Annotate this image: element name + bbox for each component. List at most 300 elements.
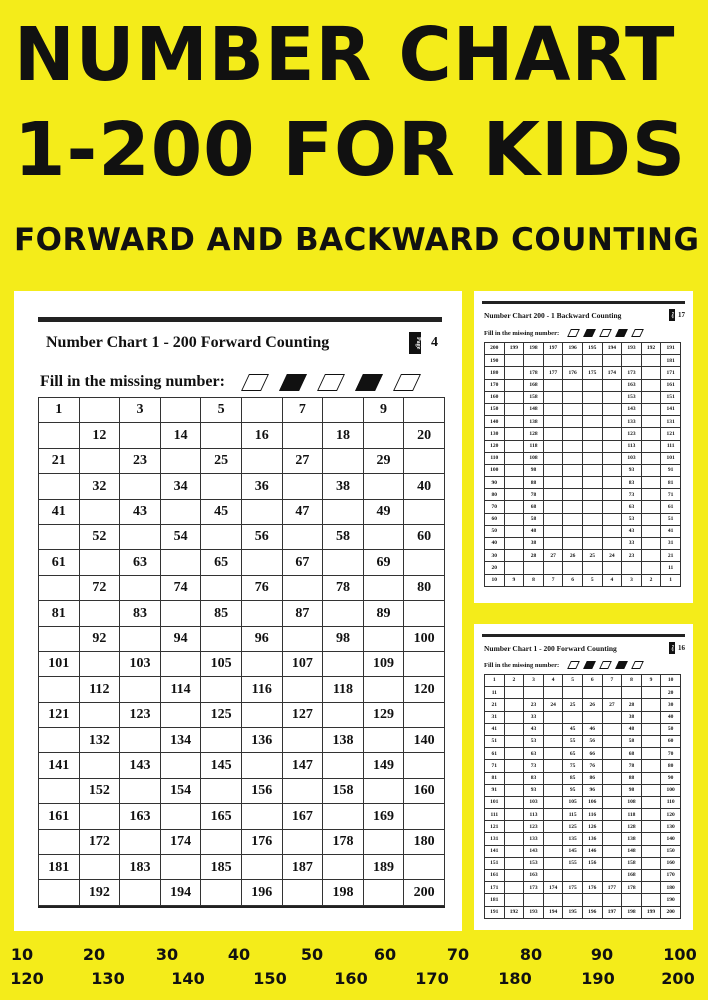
blank-cell[interactable] bbox=[160, 550, 201, 575]
blank-cell[interactable] bbox=[641, 538, 661, 550]
blank-cell[interactable] bbox=[504, 525, 524, 537]
blank-cell[interactable] bbox=[241, 753, 282, 778]
blank-cell[interactable] bbox=[120, 829, 161, 854]
blank-cell[interactable] bbox=[504, 513, 524, 525]
blank-cell[interactable] bbox=[504, 355, 524, 367]
blank-cell[interactable] bbox=[282, 880, 323, 905]
blank-cell[interactable] bbox=[602, 379, 622, 391]
blank-cell[interactable] bbox=[602, 796, 622, 808]
blank-cell[interactable] bbox=[602, 723, 622, 735]
blank-cell[interactable] bbox=[641, 784, 661, 796]
blank-cell[interactable] bbox=[363, 728, 404, 753]
blank-cell[interactable] bbox=[404, 804, 445, 829]
blank-cell[interactable] bbox=[582, 501, 602, 513]
blank-cell[interactable] bbox=[504, 562, 524, 574]
blank-cell[interactable] bbox=[543, 748, 563, 760]
blank-cell[interactable] bbox=[543, 464, 563, 476]
blank-cell[interactable] bbox=[641, 687, 661, 699]
blank-cell[interactable] bbox=[543, 501, 563, 513]
blank-cell[interactable] bbox=[641, 355, 661, 367]
blank-cell[interactable] bbox=[504, 403, 524, 415]
blank-cell[interactable] bbox=[201, 728, 242, 753]
blank-cell[interactable] bbox=[120, 474, 161, 499]
blank-cell[interactable] bbox=[504, 857, 524, 869]
blank-cell[interactable] bbox=[602, 391, 622, 403]
blank-cell[interactable] bbox=[641, 416, 661, 428]
blank-cell[interactable] bbox=[602, 428, 622, 440]
blank-cell[interactable] bbox=[241, 651, 282, 676]
blank-cell[interactable] bbox=[582, 894, 602, 906]
blank-cell[interactable] bbox=[563, 452, 583, 464]
blank-cell[interactable] bbox=[543, 833, 563, 845]
blank-cell[interactable] bbox=[363, 626, 404, 651]
blank-cell[interactable] bbox=[524, 687, 544, 699]
blank-cell[interactable] bbox=[39, 474, 80, 499]
blank-cell[interactable] bbox=[120, 728, 161, 753]
blank-cell[interactable] bbox=[641, 894, 661, 906]
blank-cell[interactable] bbox=[641, 403, 661, 415]
blank-cell[interactable] bbox=[543, 735, 563, 747]
number-cell: 70 bbox=[661, 748, 681, 760]
blank-cell[interactable] bbox=[582, 562, 602, 574]
blank-cell[interactable] bbox=[563, 477, 583, 489]
blank-cell[interactable] bbox=[504, 699, 524, 711]
blank-cell[interactable] bbox=[563, 538, 583, 550]
blank-cell[interactable] bbox=[524, 355, 544, 367]
blank-cell[interactable] bbox=[201, 575, 242, 600]
blank-cell[interactable] bbox=[282, 728, 323, 753]
blank-cell[interactable] bbox=[641, 550, 661, 562]
blank-cell[interactable] bbox=[504, 687, 524, 699]
blank-cell[interactable] bbox=[323, 550, 364, 575]
blank-cell[interactable] bbox=[563, 428, 583, 440]
blank-cell[interactable] bbox=[504, 416, 524, 428]
blank-cell[interactable] bbox=[641, 833, 661, 845]
blank-cell[interactable] bbox=[363, 829, 404, 854]
blank-cell[interactable] bbox=[504, 845, 524, 857]
blank-cell[interactable] bbox=[241, 601, 282, 626]
blank-cell[interactable] bbox=[602, 833, 622, 845]
blank-cell[interactable] bbox=[641, 428, 661, 440]
blank-cell[interactable] bbox=[404, 651, 445, 676]
blank-cell[interactable] bbox=[524, 894, 544, 906]
blank-cell[interactable] bbox=[543, 440, 563, 452]
blank-cell[interactable] bbox=[404, 550, 445, 575]
blank-cell[interactable] bbox=[641, 501, 661, 513]
blank-cell[interactable] bbox=[543, 723, 563, 735]
blank-cell[interactable] bbox=[582, 379, 602, 391]
blank-cell[interactable] bbox=[504, 833, 524, 845]
blank-cell[interactable] bbox=[563, 687, 583, 699]
blank-cell[interactable] bbox=[602, 760, 622, 772]
blank-cell[interactable] bbox=[504, 723, 524, 735]
blank-cell[interactable] bbox=[160, 702, 201, 727]
blank-cell[interactable] bbox=[323, 499, 364, 524]
blank-cell[interactable] bbox=[323, 702, 364, 727]
blank-cell[interactable] bbox=[404, 448, 445, 473]
blank-cell[interactable] bbox=[582, 538, 602, 550]
blank-cell[interactable] bbox=[201, 778, 242, 803]
blank-cell[interactable] bbox=[543, 379, 563, 391]
blank-cell[interactable] bbox=[622, 355, 642, 367]
blank-cell[interactable] bbox=[543, 711, 563, 723]
blank-cell[interactable] bbox=[602, 538, 622, 550]
blank-cell[interactable] bbox=[504, 894, 524, 906]
blank-cell[interactable] bbox=[201, 423, 242, 448]
blank-cell[interactable] bbox=[563, 894, 583, 906]
blank-cell[interactable] bbox=[641, 440, 661, 452]
blank-cell[interactable] bbox=[641, 748, 661, 760]
blank-cell[interactable] bbox=[563, 440, 583, 452]
blank-cell[interactable] bbox=[543, 403, 563, 415]
blank-cell[interactable] bbox=[563, 416, 583, 428]
blank-cell[interactable] bbox=[404, 855, 445, 880]
scale-number: 200 bbox=[661, 969, 695, 988]
blank-cell[interactable] bbox=[323, 804, 364, 829]
blank-cell[interactable] bbox=[323, 448, 364, 473]
blank-cell[interactable] bbox=[641, 735, 661, 747]
blank-cell[interactable] bbox=[641, 809, 661, 821]
blank-cell[interactable] bbox=[563, 711, 583, 723]
blank-cell[interactable] bbox=[323, 601, 364, 626]
blank-cell[interactable] bbox=[39, 880, 80, 905]
blank-cell[interactable] bbox=[282, 778, 323, 803]
number-cell: 161 bbox=[485, 870, 505, 882]
blank-cell[interactable] bbox=[79, 804, 120, 829]
blank-cell[interactable] bbox=[404, 601, 445, 626]
blank-cell[interactable] bbox=[641, 562, 661, 574]
blank-cell[interactable] bbox=[543, 870, 563, 882]
blank-cell[interactable] bbox=[404, 398, 445, 423]
blank-cell[interactable] bbox=[79, 398, 120, 423]
blank-cell[interactable] bbox=[79, 651, 120, 676]
blank-cell[interactable] bbox=[641, 796, 661, 808]
blank-cell[interactable] bbox=[582, 687, 602, 699]
blank-cell[interactable] bbox=[602, 857, 622, 869]
blank-cell[interactable] bbox=[602, 894, 622, 906]
blank-cell[interactable] bbox=[641, 821, 661, 833]
blank-cell[interactable] bbox=[543, 760, 563, 772]
blank-cell[interactable] bbox=[602, 464, 622, 476]
blank-cell[interactable] bbox=[602, 562, 622, 574]
blank-cell[interactable] bbox=[543, 562, 563, 574]
blank-cell[interactable] bbox=[641, 760, 661, 772]
blank-cell[interactable] bbox=[641, 525, 661, 537]
blank-cell[interactable] bbox=[641, 464, 661, 476]
blank-cell[interactable] bbox=[582, 452, 602, 464]
blank-cell[interactable] bbox=[323, 398, 364, 423]
blank-cell[interactable] bbox=[120, 423, 161, 448]
blank-cell[interactable] bbox=[602, 440, 622, 452]
blank-cell[interactable] bbox=[602, 870, 622, 882]
blank-cell[interactable] bbox=[504, 501, 524, 513]
blank-cell[interactable] bbox=[563, 464, 583, 476]
blank-cell[interactable] bbox=[641, 772, 661, 784]
blank-cell[interactable] bbox=[602, 821, 622, 833]
blank-cell[interactable] bbox=[641, 513, 661, 525]
blank-cell[interactable] bbox=[504, 882, 524, 894]
blank-cell[interactable] bbox=[241, 702, 282, 727]
blank-cell[interactable] bbox=[543, 687, 563, 699]
blank-cell[interactable] bbox=[39, 829, 80, 854]
blank-cell[interactable] bbox=[563, 489, 583, 501]
blank-cell[interactable] bbox=[582, 525, 602, 537]
blank-cell[interactable] bbox=[120, 626, 161, 651]
blank-cell[interactable] bbox=[504, 711, 524, 723]
blank-cell[interactable] bbox=[79, 702, 120, 727]
number-cell: 109 bbox=[363, 651, 404, 676]
blank-cell[interactable] bbox=[79, 448, 120, 473]
blank-cell[interactable] bbox=[582, 711, 602, 723]
blank-cell[interactable] bbox=[201, 677, 242, 702]
blank-cell[interactable] bbox=[563, 513, 583, 525]
blank-cell[interactable] bbox=[641, 845, 661, 857]
blank-cell[interactable] bbox=[504, 379, 524, 391]
blank-cell[interactable] bbox=[160, 398, 201, 423]
blank-cell[interactable] bbox=[622, 562, 642, 574]
blank-cell[interactable] bbox=[543, 796, 563, 808]
blank-cell[interactable] bbox=[39, 524, 80, 549]
blank-cell[interactable] bbox=[160, 651, 201, 676]
blank-cell[interactable] bbox=[543, 809, 563, 821]
blank-cell[interactable] bbox=[543, 513, 563, 525]
blank-cell[interactable] bbox=[563, 562, 583, 574]
blank-cell[interactable] bbox=[323, 855, 364, 880]
blank-cell[interactable] bbox=[602, 772, 622, 784]
blank-cell[interactable] bbox=[323, 753, 364, 778]
outline-shape-icon bbox=[241, 374, 269, 391]
blank-cell[interactable] bbox=[543, 452, 563, 464]
number-cell: 181 bbox=[661, 355, 681, 367]
blank-cell[interactable] bbox=[363, 880, 404, 905]
number-cell: 18 bbox=[323, 423, 364, 448]
blank-cell[interactable] bbox=[201, 524, 242, 549]
blank-cell[interactable] bbox=[363, 778, 404, 803]
number-cell: 127 bbox=[282, 702, 323, 727]
blank-cell[interactable] bbox=[563, 355, 583, 367]
number-cell: 47 bbox=[282, 499, 323, 524]
blank-cell[interactable] bbox=[582, 464, 602, 476]
blank-cell[interactable] bbox=[563, 403, 583, 415]
blank-cell[interactable] bbox=[282, 423, 323, 448]
blank-cell[interactable] bbox=[543, 391, 563, 403]
blank-cell[interactable] bbox=[404, 702, 445, 727]
blank-cell[interactable] bbox=[582, 870, 602, 882]
blank-cell[interactable] bbox=[504, 440, 524, 452]
blank-cell[interactable] bbox=[79, 499, 120, 524]
blank-cell[interactable] bbox=[622, 687, 642, 699]
blank-cell[interactable] bbox=[641, 489, 661, 501]
blank-cell[interactable] bbox=[363, 423, 404, 448]
blank-cell[interactable] bbox=[563, 379, 583, 391]
blank-cell[interactable] bbox=[563, 870, 583, 882]
blank-cell[interactable] bbox=[582, 513, 602, 525]
blank-cell[interactable] bbox=[160, 448, 201, 473]
blank-cell[interactable] bbox=[602, 845, 622, 857]
blank-cell[interactable] bbox=[641, 723, 661, 735]
grid-row bbox=[485, 513, 681, 525]
blank-cell[interactable] bbox=[39, 778, 80, 803]
blank-cell[interactable] bbox=[641, 857, 661, 869]
blank-cell[interactable] bbox=[120, 677, 161, 702]
blank-cell[interactable] bbox=[160, 601, 201, 626]
blank-cell[interactable] bbox=[543, 772, 563, 784]
blank-cell[interactable] bbox=[602, 784, 622, 796]
blank-cell[interactable] bbox=[602, 501, 622, 513]
blank-cell[interactable] bbox=[504, 538, 524, 550]
blank-cell[interactable] bbox=[582, 355, 602, 367]
blank-cell[interactable] bbox=[504, 464, 524, 476]
blank-cell[interactable] bbox=[602, 735, 622, 747]
blank-cell[interactable] bbox=[504, 391, 524, 403]
blank-cell[interactable] bbox=[241, 550, 282, 575]
blank-cell[interactable] bbox=[504, 784, 524, 796]
blank-cell[interactable] bbox=[504, 452, 524, 464]
blank-cell[interactable] bbox=[582, 489, 602, 501]
blank-cell[interactable] bbox=[39, 423, 80, 448]
blank-cell[interactable] bbox=[201, 474, 242, 499]
blank-cell[interactable] bbox=[602, 489, 622, 501]
blank-cell[interactable] bbox=[582, 416, 602, 428]
blank-cell[interactable] bbox=[79, 855, 120, 880]
number-cell: 168 bbox=[524, 379, 544, 391]
blank-cell[interactable] bbox=[543, 489, 563, 501]
blank-cell[interactable] bbox=[504, 477, 524, 489]
blank-cell[interactable] bbox=[602, 687, 622, 699]
blank-cell[interactable] bbox=[543, 428, 563, 440]
blank-cell[interactable] bbox=[602, 416, 622, 428]
blank-cell[interactable] bbox=[582, 477, 602, 489]
blank-cell[interactable] bbox=[563, 525, 583, 537]
blank-cell[interactable] bbox=[543, 784, 563, 796]
blank-cell[interactable] bbox=[404, 753, 445, 778]
blank-cell[interactable] bbox=[323, 651, 364, 676]
blank-cell[interactable] bbox=[160, 753, 201, 778]
blank-cell[interactable] bbox=[201, 626, 242, 651]
blank-cell[interactable] bbox=[504, 870, 524, 882]
blank-cell[interactable] bbox=[282, 677, 323, 702]
blank-cell[interactable] bbox=[120, 524, 161, 549]
blank-cell[interactable] bbox=[504, 772, 524, 784]
blank-cell[interactable] bbox=[622, 894, 642, 906]
number-cell: 25 bbox=[582, 550, 602, 562]
blank-cell[interactable] bbox=[543, 416, 563, 428]
blank-cell[interactable] bbox=[641, 699, 661, 711]
blank-cell[interactable] bbox=[504, 367, 524, 379]
blank-cell[interactable] bbox=[543, 355, 563, 367]
blank-cell[interactable] bbox=[241, 398, 282, 423]
blank-cell[interactable] bbox=[39, 728, 80, 753]
blank-cell[interactable] bbox=[282, 829, 323, 854]
blank-cell[interactable] bbox=[404, 499, 445, 524]
blank-cell[interactable] bbox=[79, 753, 120, 778]
blank-cell[interactable] bbox=[543, 857, 563, 869]
blank-cell[interactable] bbox=[543, 894, 563, 906]
blank-cell[interactable] bbox=[363, 575, 404, 600]
blank-cell[interactable] bbox=[504, 809, 524, 821]
blank-cell[interactable] bbox=[201, 829, 242, 854]
blank-cell[interactable] bbox=[563, 391, 583, 403]
blank-cell[interactable] bbox=[120, 575, 161, 600]
blank-cell[interactable] bbox=[641, 870, 661, 882]
blank-cell[interactable] bbox=[160, 804, 201, 829]
blank-cell[interactable] bbox=[241, 855, 282, 880]
blank-cell[interactable] bbox=[282, 474, 323, 499]
number-cell: 3 bbox=[622, 574, 642, 586]
blank-cell[interactable] bbox=[543, 477, 563, 489]
blank-cell[interactable] bbox=[602, 355, 622, 367]
blank-cell[interactable] bbox=[641, 477, 661, 489]
blank-cell[interactable] bbox=[504, 428, 524, 440]
blank-cell[interactable] bbox=[160, 499, 201, 524]
blank-cell[interactable] bbox=[602, 452, 622, 464]
blank-cell[interactable] bbox=[39, 677, 80, 702]
blank-cell[interactable] bbox=[39, 575, 80, 600]
blank-cell[interactable] bbox=[543, 538, 563, 550]
blank-cell[interactable] bbox=[504, 735, 524, 747]
blank-cell[interactable] bbox=[641, 391, 661, 403]
blank-cell[interactable] bbox=[582, 428, 602, 440]
blank-cell[interactable] bbox=[282, 575, 323, 600]
blank-cell[interactable] bbox=[363, 524, 404, 549]
blank-cell[interactable] bbox=[602, 809, 622, 821]
blank-cell[interactable] bbox=[241, 448, 282, 473]
blank-cell[interactable] bbox=[241, 804, 282, 829]
blank-cell[interactable] bbox=[582, 391, 602, 403]
blank-cell[interactable] bbox=[504, 748, 524, 760]
blank-cell[interactable] bbox=[563, 501, 583, 513]
blank-cell[interactable] bbox=[543, 845, 563, 857]
blank-cell[interactable] bbox=[582, 440, 602, 452]
blank-cell[interactable] bbox=[602, 477, 622, 489]
blank-cell[interactable] bbox=[543, 821, 563, 833]
blank-cell[interactable] bbox=[282, 524, 323, 549]
blank-cell[interactable] bbox=[241, 499, 282, 524]
blank-cell[interactable] bbox=[39, 626, 80, 651]
blank-cell[interactable] bbox=[363, 677, 404, 702]
blank-cell[interactable] bbox=[363, 474, 404, 499]
blank-cell[interactable] bbox=[641, 367, 661, 379]
blank-cell[interactable] bbox=[543, 525, 563, 537]
blank-cell[interactable] bbox=[504, 550, 524, 562]
blank-cell[interactable] bbox=[504, 489, 524, 501]
blank-cell[interactable] bbox=[641, 882, 661, 894]
blank-cell[interactable] bbox=[641, 379, 661, 391]
blank-cell[interactable] bbox=[602, 711, 622, 723]
blank-cell[interactable] bbox=[201, 880, 242, 905]
blank-cell[interactable] bbox=[582, 403, 602, 415]
blank-cell[interactable] bbox=[504, 760, 524, 772]
blank-cell[interactable] bbox=[602, 403, 622, 415]
blank-cell[interactable] bbox=[79, 601, 120, 626]
number-cell: 156 bbox=[241, 778, 282, 803]
number-cell: 54 bbox=[160, 524, 201, 549]
blank-cell[interactable] bbox=[160, 855, 201, 880]
blank-cell[interactable] bbox=[79, 550, 120, 575]
blank-cell[interactable] bbox=[120, 880, 161, 905]
blank-cell[interactable] bbox=[602, 748, 622, 760]
blank-cell[interactable] bbox=[120, 778, 161, 803]
blank-cell[interactable] bbox=[282, 626, 323, 651]
blank-cell[interactable] bbox=[524, 562, 544, 574]
blank-cell[interactable] bbox=[602, 525, 622, 537]
blank-cell[interactable] bbox=[641, 452, 661, 464]
blank-cell[interactable] bbox=[602, 513, 622, 525]
blank-cell[interactable] bbox=[504, 821, 524, 833]
blank-cell[interactable] bbox=[641, 711, 661, 723]
number-cell: 160 bbox=[404, 778, 445, 803]
blank-cell[interactable] bbox=[504, 796, 524, 808]
